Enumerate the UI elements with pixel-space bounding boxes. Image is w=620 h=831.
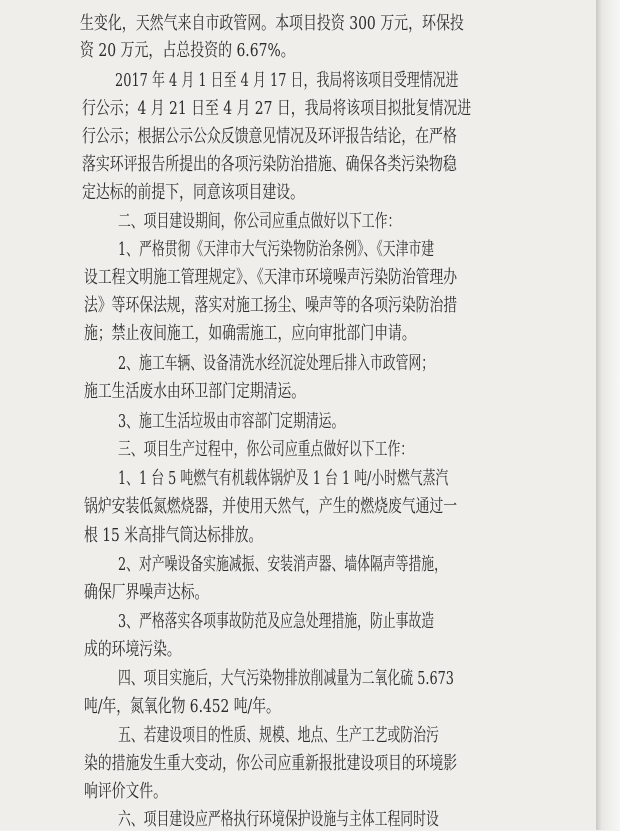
text-line: 落实环评报告所提出的各项污染防治措施、确保各类污染物稳 [82,154,457,175]
text-line: 染的措施发生重大变动，你公司应重新报批建设项目的环境影 [84,753,458,774]
text-line: 2、施工车辆、设备清洗水经沉淀处理后排入市政管网； [118,353,435,374]
text-line: 吨/年，氮氧化物 6.452 吨/年。 [84,696,280,717]
text-line: 成的环境污染。 [84,639,181,660]
text-line: 施；禁止夜间施工，如确需施工，应向审批部门申请。 [84,323,416,344]
text-line: 锅炉安装低氮燃烧器，并使用天然气，产生的燃烧废气通过一 [84,496,458,517]
text-line: 行公示；4 月 21 日至 4 月 27 日，我局将该项目拟批复情况进 [82,98,472,119]
text-line: 1、1 台 5 吨燃气有机载体锅炉及 1 台 1 吨/小时燃气蒸汽 [118,468,449,489]
text-line: 资 20 万元，占总投资的 6.67%。 [80,40,295,61]
text-line: 五、若建设项目的性质、规模、地点、生产工艺或防治污 [118,725,439,746]
text-line: 生变化，天然气来自市政管网。本项目投资 300 万元，环保投 [80,13,464,34]
text-line: 定达标的前提下，同意该项目建设。 [82,182,305,203]
text-line: 设工程文明施工管理规定》、《天津市环境噪声污染防治管理办 [84,267,458,288]
text-line: 行公示；根据公示公众反馈意见情况及环评报告结论，在严格 [82,126,457,147]
text-line: 三、项目生产过程中，你公司应重点做好以下工作： [118,439,414,460]
text-line: 2、对产噪设备实施减振、安装消声器、墙体隔声等措施， [118,554,447,575]
text-line: 3、严格落实各项事故防范及应急处理措施，防止事故造 [118,611,435,632]
text-line: 3、施工生活垃圾由市容部门定期清运。 [118,411,345,432]
text-line: 2017 年 4 月 1 日至 4 月 17 日，我局将该项目受理情况进 [115,70,459,91]
text-line: 法》等环保法规，落实对施工扬尘、噪声等的各项污染防治措 [84,295,458,316]
text-line: 施工生活废水由环卫部门定期清运。 [84,381,306,402]
text-line: 确保厂界噪声达标。 [84,582,209,603]
text-line: 四、项目实施后，大气污染物排放削减量为二氧化硫 5.673 [118,668,454,689]
page-edge-shadow [596,0,620,830]
text-line: 1、严格贯彻《天津市大气污染物防治条例》、《天津市建 [118,239,435,260]
text-line: 六、项目建设应严格执行环境保护设施与主体工程同时设 [118,809,439,830]
text-line: 二、项目建设期间，你公司应重点做好以下工作： [118,211,401,232]
text-line: 根 15 米高排气筒达标排放。 [84,525,263,546]
text-line: 响评价文件。 [84,781,167,802]
